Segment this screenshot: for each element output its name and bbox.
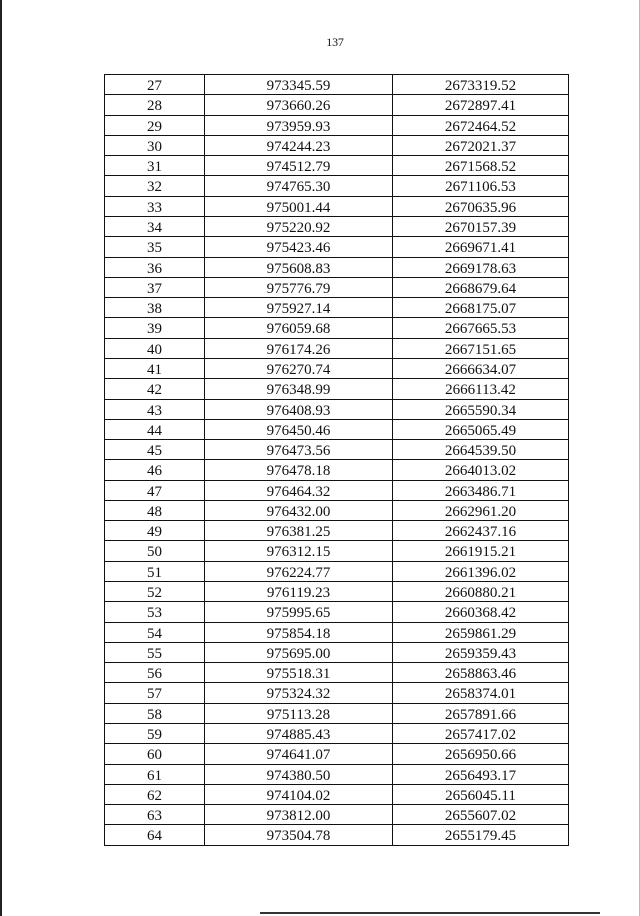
y-coordinate-cell: 2672897.41 bbox=[444, 98, 517, 115]
point-number-cell: 27 bbox=[105, 75, 205, 94]
table-row bbox=[105, 217, 568, 237]
table-row bbox=[105, 318, 568, 338]
scan-edge-bottom bbox=[260, 912, 600, 914]
x-coordinate-cell: 976224.77 bbox=[205, 562, 393, 581]
y-coordinate-cell: 2659861.29 bbox=[444, 625, 517, 642]
point-number-cell: 30 bbox=[105, 136, 205, 155]
point-number-cell: 52 bbox=[105, 582, 205, 601]
point-number-cell: 38 bbox=[105, 298, 205, 317]
point-number-cell: 32 bbox=[105, 176, 205, 195]
point-number-cell: 43 bbox=[105, 400, 205, 419]
table-row bbox=[105, 400, 568, 420]
table-row bbox=[105, 582, 568, 602]
point-number-cell: 55 bbox=[105, 643, 205, 662]
table-row bbox=[105, 156, 568, 176]
table-row bbox=[105, 562, 568, 582]
point-number-cell: 28 bbox=[105, 95, 205, 114]
y-coordinate-cell: 2661396.02 bbox=[444, 564, 517, 581]
table-row bbox=[105, 136, 568, 156]
x-coordinate-cell: 975324.32 bbox=[205, 683, 393, 702]
y-coordinate-cell: 2666113.42 bbox=[445, 382, 516, 399]
x-coordinate-cell: 976059.68 bbox=[205, 318, 393, 337]
x-coordinate-cell: 974885.43 bbox=[205, 724, 393, 743]
x-coordinate-cell: 975776.79 bbox=[205, 278, 393, 297]
point-number-cell: 58 bbox=[105, 704, 205, 723]
y-coordinate-cell: 2667665.53 bbox=[444, 321, 517, 338]
x-coordinate-cell: 976270.74 bbox=[205, 359, 393, 378]
point-number-cell: 47 bbox=[105, 481, 205, 500]
point-number-cell: 37 bbox=[105, 278, 205, 297]
y-coordinate-cell: 2670635.96 bbox=[444, 199, 517, 216]
point-number-cell: 33 bbox=[105, 197, 205, 216]
table-row bbox=[105, 359, 568, 379]
y-coordinate-cell: 2668175.07 bbox=[444, 301, 517, 318]
table-row bbox=[105, 501, 568, 521]
y-coordinate-cell: 2670157.39 bbox=[444, 219, 517, 236]
table-row bbox=[105, 116, 568, 136]
x-coordinate-cell: 976381.25 bbox=[205, 521, 393, 540]
y-coordinate-cell: 2669671.41 bbox=[444, 240, 517, 257]
y-coordinate-cell: 2658374.01 bbox=[444, 686, 517, 703]
point-number-cell: 49 bbox=[105, 521, 205, 540]
x-coordinate-cell: 975608.83 bbox=[205, 258, 393, 277]
x-coordinate-cell: 975995.65 bbox=[205, 602, 393, 621]
table-row bbox=[105, 298, 568, 318]
y-coordinate-cell: 2660368.42 bbox=[444, 605, 517, 622]
table-row bbox=[105, 197, 568, 217]
point-number-cell: 50 bbox=[105, 541, 205, 560]
point-number-cell: 40 bbox=[105, 339, 205, 358]
point-number-cell: 59 bbox=[105, 724, 205, 743]
y-coordinate-cell: 2664539.50 bbox=[444, 443, 517, 460]
x-coordinate-cell: 973959.93 bbox=[205, 116, 393, 135]
y-coordinate-cell: 2655607.02 bbox=[444, 808, 517, 825]
y-coordinate-cell: 2661915.21 bbox=[444, 544, 517, 561]
x-coordinate-cell: 974765.30 bbox=[205, 176, 393, 195]
y-coordinate-cell: 2662961.20 bbox=[444, 503, 517, 520]
point-number-cell: 57 bbox=[105, 683, 205, 702]
x-coordinate-cell: 973660.26 bbox=[205, 95, 393, 114]
x-coordinate-cell: 976432.00 bbox=[205, 501, 393, 520]
y-coordinate-cell: 2666634.07 bbox=[444, 361, 517, 378]
point-number-cell: 41 bbox=[105, 359, 205, 378]
x-coordinate-cell: 975518.31 bbox=[205, 663, 393, 682]
x-coordinate-cell: 975854.18 bbox=[205, 623, 393, 642]
x-coordinate-cell: 976478.18 bbox=[205, 460, 393, 479]
x-coordinate-cell: 976312.15 bbox=[205, 541, 393, 560]
y-coordinate-cell: 2662437.16 bbox=[444, 524, 517, 541]
point-number-cell: 51 bbox=[105, 562, 205, 581]
y-coordinate-cell: 2671568.52 bbox=[444, 159, 517, 176]
table-row bbox=[105, 623, 568, 643]
x-coordinate-cell: 975220.92 bbox=[205, 217, 393, 236]
y-coordinate-cell: 2658863.46 bbox=[444, 666, 517, 683]
table-row bbox=[105, 825, 568, 845]
table-row bbox=[105, 339, 568, 359]
table-row bbox=[105, 785, 568, 805]
coordinate-table bbox=[104, 74, 569, 846]
point-number-cell: 42 bbox=[105, 379, 205, 398]
y-coordinate-cell: 2673319.52 bbox=[444, 78, 517, 94]
scan-edge-left bbox=[0, 0, 2, 916]
point-number-cell: 48 bbox=[105, 501, 205, 520]
y-coordinate-cell: 2656950.66 bbox=[444, 747, 517, 764]
table-row bbox=[105, 521, 568, 541]
x-coordinate-cell: 973504.78 bbox=[205, 825, 393, 844]
point-number-cell: 31 bbox=[105, 156, 205, 175]
table-row bbox=[105, 643, 568, 663]
y-coordinate-cell: 2656045.11 bbox=[445, 787, 516, 804]
x-coordinate-cell: 974512.79 bbox=[205, 156, 393, 175]
x-coordinate-cell: 975001.44 bbox=[205, 197, 393, 216]
point-number-cell: 29 bbox=[105, 116, 205, 135]
x-coordinate-cell: 975423.46 bbox=[205, 237, 393, 256]
table-row bbox=[105, 683, 568, 703]
point-number-cell: 53 bbox=[105, 602, 205, 621]
point-number-cell: 54 bbox=[105, 623, 205, 642]
point-number-cell: 61 bbox=[105, 765, 205, 784]
table-row bbox=[105, 278, 568, 298]
point-number-cell: 39 bbox=[105, 318, 205, 337]
table-row bbox=[105, 805, 568, 825]
y-coordinate-cell: 2672464.52 bbox=[444, 118, 517, 135]
x-coordinate-cell: 976464.32 bbox=[205, 481, 393, 500]
x-coordinate-cell: 976119.23 bbox=[205, 582, 393, 601]
table-row bbox=[105, 663, 568, 683]
table-row bbox=[105, 460, 568, 480]
table-row bbox=[105, 744, 568, 764]
point-number-cell: 46 bbox=[105, 460, 205, 479]
table-row bbox=[105, 95, 568, 115]
page-number: 137 bbox=[326, 35, 344, 49]
table-row bbox=[105, 724, 568, 744]
y-coordinate-cell: 2660880.21 bbox=[444, 585, 517, 602]
point-number-cell: 36 bbox=[105, 258, 205, 277]
table-row bbox=[105, 704, 568, 724]
x-coordinate-cell: 976408.93 bbox=[205, 400, 393, 419]
x-coordinate-cell: 974641.07 bbox=[205, 744, 393, 763]
x-coordinate-cell: 973812.00 bbox=[205, 805, 393, 824]
point-number-cell: 45 bbox=[105, 440, 205, 459]
x-coordinate-cell: 974380.50 bbox=[205, 765, 393, 784]
y-coordinate-cell: 2663486.71 bbox=[444, 483, 517, 500]
table-row bbox=[105, 420, 568, 440]
table-row bbox=[105, 258, 568, 278]
y-coordinate-cell: 2664013.02 bbox=[444, 463, 517, 480]
table-row bbox=[105, 541, 568, 561]
x-coordinate-cell: 976348.99 bbox=[205, 379, 393, 398]
y-coordinate-cell: 2657417.02 bbox=[444, 727, 517, 743]
table-row bbox=[105, 176, 568, 196]
point-number-cell: 44 bbox=[105, 420, 205, 439]
point-number-cell: 64 bbox=[105, 825, 205, 844]
x-coordinate-cell: 975113.28 bbox=[205, 704, 393, 723]
y-coordinate-cell: 2669178.63 bbox=[444, 260, 517, 277]
table-row bbox=[105, 765, 568, 785]
point-number-cell: 63 bbox=[105, 805, 205, 824]
table-row bbox=[105, 440, 568, 460]
point-number-cell: 34 bbox=[105, 217, 205, 236]
y-coordinate-cell: 2655179.45 bbox=[444, 828, 517, 845]
point-number-cell: 35 bbox=[105, 237, 205, 256]
x-coordinate-cell: 975927.14 bbox=[205, 298, 393, 317]
point-number-cell: 62 bbox=[105, 785, 205, 804]
table-row bbox=[105, 379, 568, 399]
y-coordinate-cell: 2668679.64 bbox=[444, 280, 517, 297]
y-coordinate-cell: 2657891.66 bbox=[444, 706, 517, 723]
x-coordinate-cell: 976174.26 bbox=[205, 339, 393, 358]
x-coordinate-cell: 975695.00 bbox=[205, 643, 393, 662]
table-row bbox=[105, 602, 568, 622]
y-coordinate-cell: 2659359.43 bbox=[444, 645, 517, 662]
x-coordinate-cell: 976450.46 bbox=[205, 420, 393, 439]
table-row bbox=[105, 481, 568, 501]
table-row bbox=[105, 237, 568, 257]
point-number-cell: 60 bbox=[105, 744, 205, 763]
x-coordinate-cell: 974104.02 bbox=[205, 785, 393, 804]
y-coordinate-cell: 2667151.65 bbox=[444, 341, 517, 358]
y-coordinate-cell: 2656493.17 bbox=[444, 767, 517, 784]
y-coordinate-cell: 2672021.37 bbox=[444, 138, 517, 155]
x-coordinate-cell: 973345.59 bbox=[205, 75, 393, 94]
y-coordinate-cell: 2671106.53 bbox=[445, 179, 516, 196]
x-coordinate-cell: 974244.23 bbox=[205, 136, 393, 155]
y-coordinate-cell: 2665065.49 bbox=[444, 422, 517, 439]
x-coordinate-cell: 976473.56 bbox=[205, 440, 393, 459]
point-number-cell: 56 bbox=[105, 663, 205, 682]
table-row bbox=[105, 75, 568, 95]
y-coordinate-cell: 2665590.34 bbox=[444, 402, 517, 419]
